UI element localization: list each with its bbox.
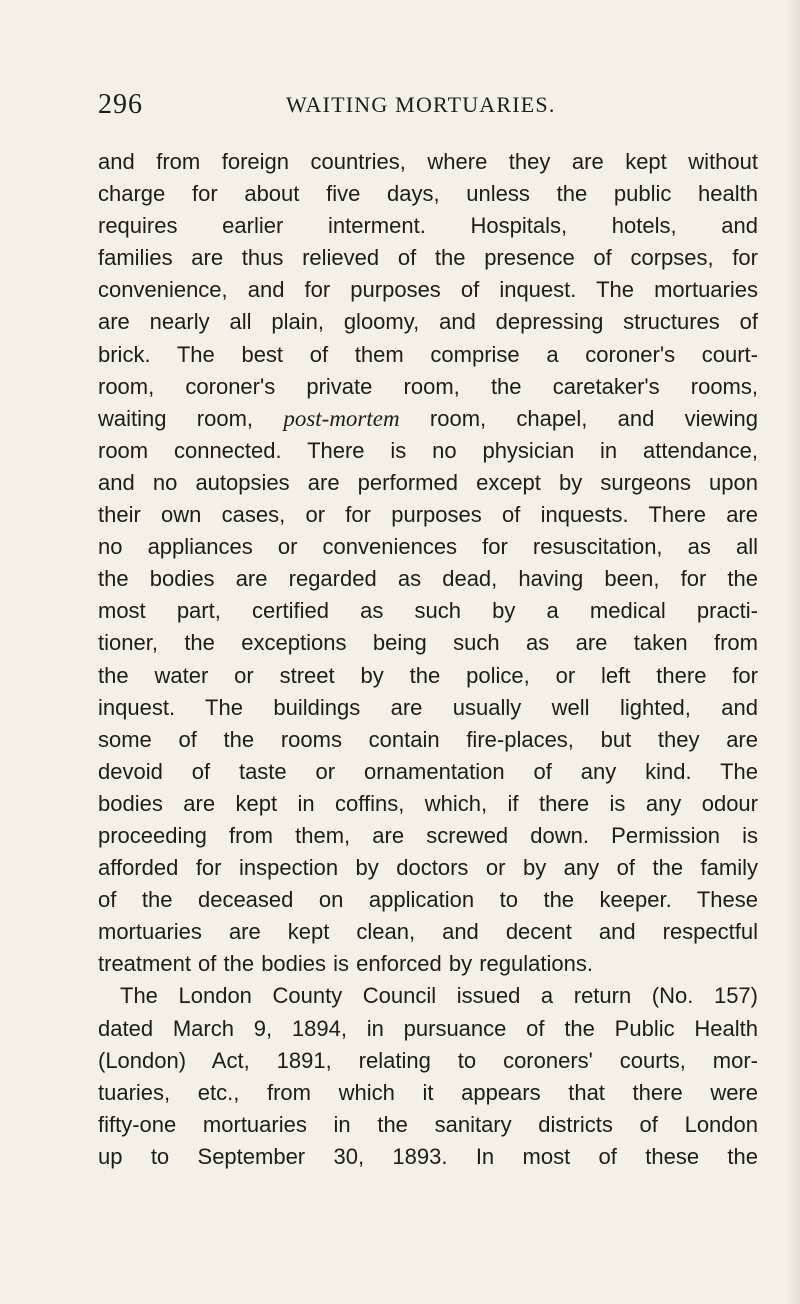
text-line: inquest. The buildings are usually well lighted, and bbox=[98, 694, 758, 720]
text-line: and from foreign countries, where they are kept without bbox=[98, 149, 758, 174]
text-line: families are thus relieved of the presence of corpses, for bbox=[98, 245, 758, 271]
text-line: fifty-one mortuaries in the sanitary districts of London bbox=[98, 1111, 758, 1137]
text-line: some of the rooms contain fire-places, but they are bbox=[98, 726, 758, 752]
text-line bbox=[98, 403, 758, 435]
text-line: most part, certified as such by a medical practi- bbox=[98, 598, 758, 624]
text-line: brick. The best of them comprise a coroner's court- bbox=[98, 341, 758, 367]
running-title: WAITING MORTUARIES. bbox=[286, 92, 556, 117]
text-line: afforded for inspection by doctors or by any of the family bbox=[98, 855, 758, 881]
text-line: tioner, the exceptions being such as are taken from bbox=[98, 630, 758, 656]
text-line: tuaries, etc., from which it appears that there were bbox=[98, 1079, 758, 1105]
text-line: dated March 9, 1894, in pursuance of the Public Health bbox=[98, 1015, 758, 1041]
body-text bbox=[98, 146, 758, 1173]
text-line: room, coroner's private room, the caretaker's rooms, bbox=[98, 373, 758, 399]
text-line: requires earlier interment. Hospitals, hotels, and bbox=[98, 213, 758, 239]
text-line: (London) Act, 1891, relating to coroners' courts, mor- bbox=[98, 1047, 758, 1073]
text-line: room connected. There is no physician in attendance, bbox=[98, 437, 758, 463]
text-line: devoid of taste or ornamentation of any kind. The bbox=[98, 758, 758, 784]
text-segment: room, chapel, and viewing bbox=[429, 405, 758, 431]
text-line: and no autopsies are performed except by surgeons upon bbox=[98, 469, 758, 495]
text-line: no appliances or conveniences for resuscitation, as all bbox=[98, 534, 758, 560]
italic-term: post-mortem bbox=[283, 405, 400, 431]
text-line: convenience, and for purposes of inquest. The mortuaries bbox=[98, 277, 758, 303]
text-line: proceeding from them, are screwed down. Permission is bbox=[98, 822, 758, 848]
text-line: bodies are kept in coffins, which, if there is any odour bbox=[98, 790, 758, 816]
page-edge-shadow bbox=[786, 0, 800, 1304]
text-line: treatment of the bodies is enforced by regulations. bbox=[98, 951, 593, 977]
text-line: mortuaries are kept clean, and decent and respectful bbox=[98, 919, 758, 945]
text-line: of the deceased on application to the keeper. These bbox=[98, 887, 758, 913]
text-line: charge for about five days, unless the public health bbox=[98, 181, 758, 207]
text-line: the bodies are regarded as dead, having been, for the bbox=[98, 566, 758, 592]
text-line: their own cases, or for purposes of inquests. There are bbox=[98, 502, 758, 528]
text-line: the water or street by the police, or left there for bbox=[98, 662, 758, 688]
text-line: up to September 30, 1893. In most of these the bbox=[98, 1143, 758, 1169]
page-header bbox=[98, 88, 718, 128]
text-segment: waiting room, bbox=[98, 405, 254, 431]
page-number: 296 bbox=[98, 89, 143, 120]
text-line: The London County Council issued a return (No. 157) bbox=[120, 983, 758, 1009]
text-line: are nearly all plain, gloomy, and depressing structures of bbox=[98, 309, 758, 335]
